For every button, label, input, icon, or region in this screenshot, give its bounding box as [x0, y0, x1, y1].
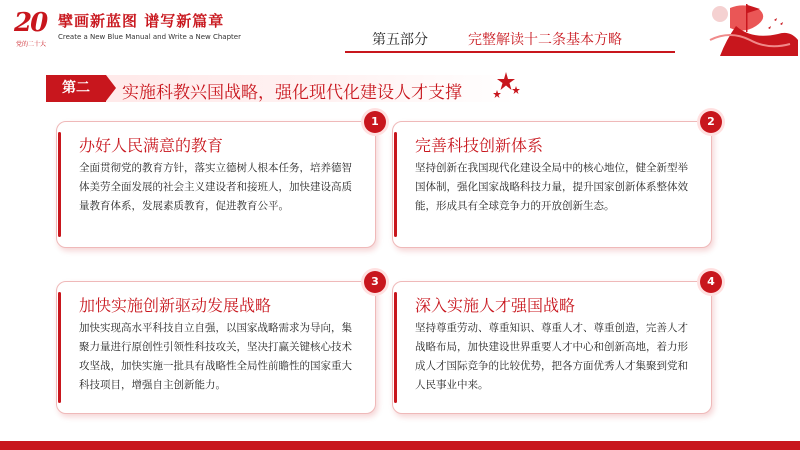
card-accent-bar — [394, 292, 397, 403]
card-accent-bar — [58, 132, 61, 237]
card-body: 加快实现高水平科技自立自强，以国家战略需求为导向，集聚力量进行原创性引领性科技攻关，坚决打赢关键核心技术攻坚战，加快实施一批具有战略性全局性前瞻性的国家重大科技项目，增强自主创新能力。 — [79, 322, 352, 391]
card-number-badge: 3 — [364, 271, 386, 293]
card-number-badge: 4 — [700, 271, 722, 293]
congress-logo — [14, 8, 54, 46]
footer-bar — [0, 441, 800, 450]
card-title: 办好人民满意的教育 — [79, 136, 224, 155]
card-title: 完善科技创新体系 — [415, 136, 544, 155]
logo-subtitle-en: Create a New Blue Manual and Write a New Chapter — [58, 33, 241, 41]
card-number-badge: 2 — [700, 111, 722, 133]
strategy-card-talent — [392, 275, 715, 414]
strategy-card-innovation-system — [392, 115, 715, 248]
card-accent-bar — [58, 292, 61, 403]
banner-tag: 第二 — [46, 75, 106, 102]
card-body: 坚持尊重劳动、尊重知识、尊重人才、尊重创造，完善人才战略布局，加快建设世界重要人才中心和创新高地，着力形成人才国际竞争的比较优势，把各方面优秀人才集聚到党和人民事业中来。 — [415, 322, 688, 391]
card-title: 深入实施人才强国战略 — [415, 296, 576, 315]
header — [0, 0, 800, 56]
section-label: 第五部分 — [372, 32, 428, 48]
logo-number: 20 — [14, 8, 47, 38]
card-body: 坚持创新在我国现代化建设全局中的核心地位，健全新型举国体制，强化国家战略科技力量，提升国家创新体系整体效能，形成具有全球竞争力的开放创新生态。 — [415, 162, 688, 212]
banner-title: 实施科教兴国战略，强化现代化建设人才支撑 — [122, 83, 462, 103]
flag-ribbon-decoration-icon — [690, 0, 800, 56]
card-body: 全面贯彻党的教育方针，落实立德树人根本任务，培养德智体美劳全面发展的社会主义建设者和接班人，加快建设高质量教育体系，发展素质教育，促进教育公平。 — [79, 162, 352, 212]
logo-title: 擘画新蓝图 谱写新篇章 — [58, 12, 225, 30]
stars-icon — [492, 70, 520, 100]
card-title: 加快实施创新驱动发展战略 — [79, 296, 272, 315]
card-accent-bar — [394, 132, 397, 237]
section-banner — [46, 75, 516, 102]
card-number-badge: 1 — [364, 111, 386, 133]
strategy-card-education — [56, 115, 379, 248]
header-underline — [345, 51, 675, 53]
logo-sub: 党的二十大 — [16, 41, 47, 48]
section-subtitle: 完整解读十二条基本方略 — [468, 32, 622, 48]
strategy-card-innovation-driven — [56, 275, 379, 414]
